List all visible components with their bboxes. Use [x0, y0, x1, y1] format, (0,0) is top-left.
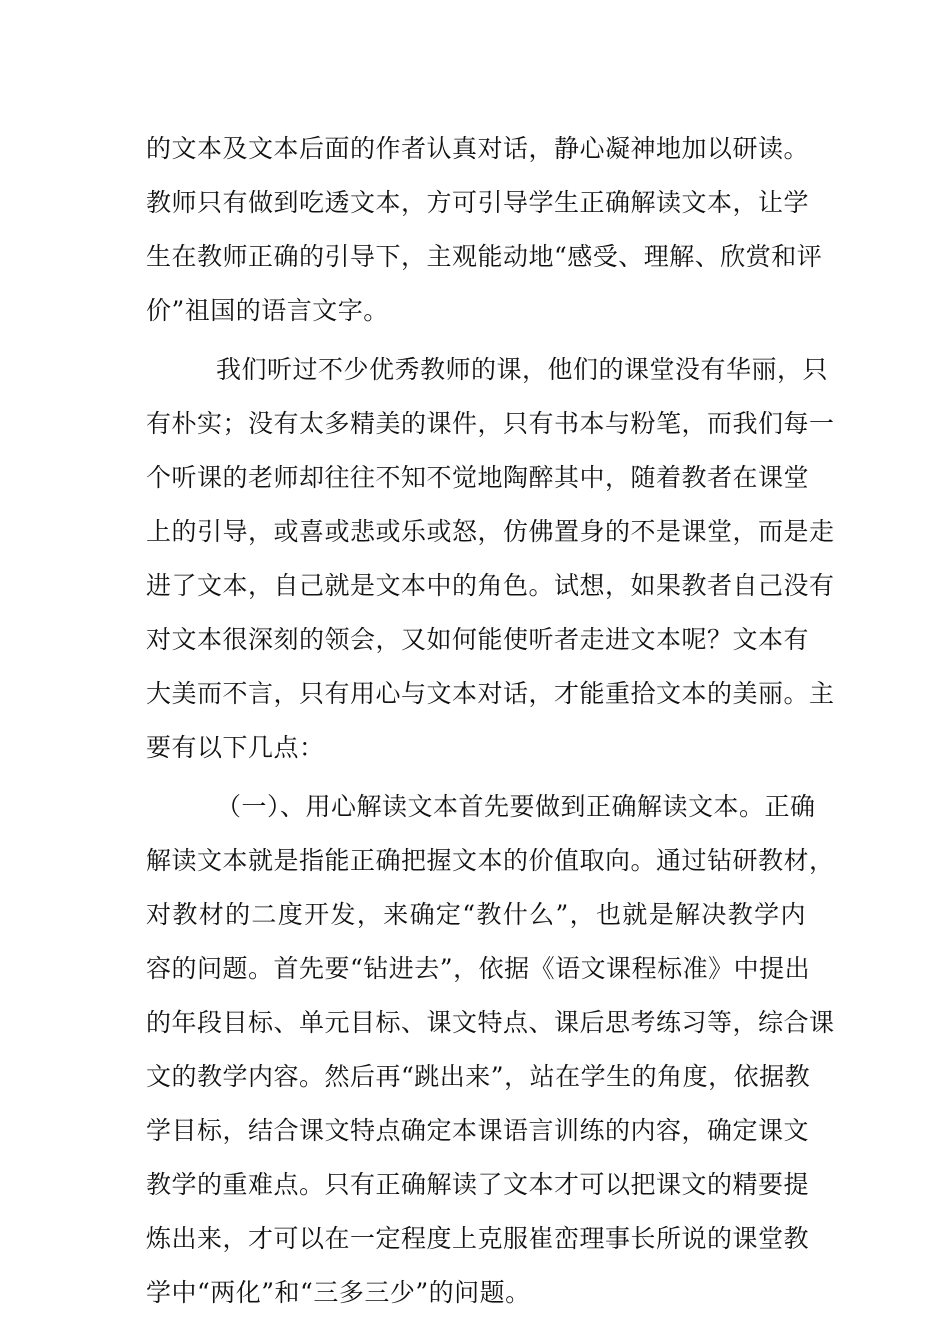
paragraph-2: [146, 343, 835, 775]
paragraph-line: 生在教师正确的引导下，主观能动地“感受、理解、欣赏和评: [146, 242, 823, 271]
paragraph-line: 要有以下几点：: [146, 733, 325, 762]
paragraph-line: 文的教学内容。然后再“跳出来”，站在学生的角度，依据教: [146, 1062, 811, 1091]
paragraph-line: 的文本及文本后面的作者认真对话，静心凝神地加以研读。: [146, 134, 810, 163]
paragraph-line: 炼出来，才可以在一定程度上克服崔峦理事长所说的课堂教: [146, 1224, 810, 1253]
paragraph-line: 教师只有做到吃透文本，方可引导学生正确解读文本，让学: [146, 188, 810, 217]
document-body: [146, 122, 835, 1320]
paragraph-line: 有朴实；没有太多精美的课件，只有书本与粉笔，而我们每一: [146, 409, 835, 438]
paragraph-line: 对文本很深刻的领会，又如何能使听者走进文本呢？文本有: [146, 625, 810, 654]
paragraph-line: 学中“两化”和“三多三少”的问题。: [146, 1278, 531, 1307]
paragraph-line: 学目标，结合课文特点确定本课语言训练的内容，确定课文: [146, 1116, 810, 1145]
paragraph-line: （一）、用心解读文本首先要做到正确解读文本。正确: [216, 792, 816, 821]
paragraph-line: 容的问题。首先要“钻进去”，依据《语文课程标准》中提出: [146, 954, 811, 983]
paragraph-1: [146, 122, 823, 338]
paragraph-line: 对教材的二度开发，来确定“教什么”，也就是解决教学内: [146, 900, 806, 929]
paragraph-line: 个听课的老师却往往不知不觉地陶醉其中，随着教者在课堂: [146, 463, 810, 492]
paragraph-line: 大美而不言，只有用心与文本对话，才能重拾文本的美丽。主: [146, 679, 835, 708]
paragraph-line: 上的引导，或喜或悲或乐或怒，仿佛置身的不是课堂，而是走: [146, 517, 835, 546]
paragraph-3: [146, 780, 835, 1320]
paragraph-line: 解读文本就是指能正确把握文本的价值取向。通过钻研教材，: [146, 846, 835, 875]
paragraph-line: 进了文本，自己就是文本中的角色。试想，如果教者自己没有: [146, 571, 835, 600]
paragraph-line: 的年段目标、单元目标、课文特点、课后思考练习等，综合课: [146, 1008, 835, 1037]
paragraph-line: 价”祖国的语言文字。: [146, 296, 389, 325]
paragraph-line: 教学的重难点。只有正确解读了文本才可以把课文的精要提: [146, 1170, 810, 1199]
paragraph-line: 我们听过不少优秀教师的课，他们的课堂没有华丽，只: [216, 355, 829, 384]
